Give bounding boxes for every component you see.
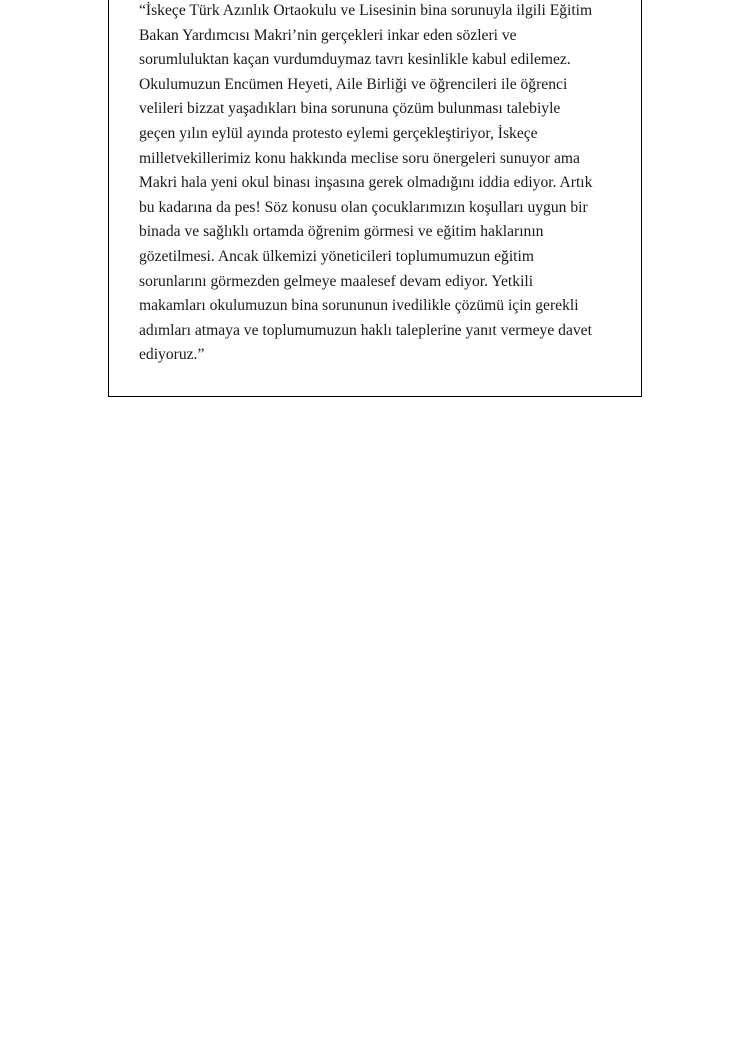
quote-box [108,0,642,397]
quote-line: Bakan Yardımcısı Makri’nin gerçekleri inkar eden sözleri ve [139,26,517,44]
quote-line: Makri hala yeni okul binası inşasına gerek olmadığını iddia ediyor. Artık [139,174,593,192]
quote-line: geçen yılın eylül ayında protesto eylemi gerçekleştiriyor, İskeçe [139,124,538,142]
quote-line: “İskeçe Türk Azınlık Ortaokulu ve Lisesinin bina sorunuyla ilgili Eğitim [139,2,593,19]
quote-line: sorumluluktan kaçan vurdumduymaz tavrı kesinlikle kabul edilemez. [139,51,571,69]
quote-line: velileri bizzat yaşadıkları bina sorununa çözüm bulunması talebiyle [139,100,561,118]
quote-line: gözetilmesi. Ancak ülkemizi yöneticileri toplumumuzun eğitim [139,247,534,265]
quote-line: Okulumuzun Encümen Heyeti, Aile Birliği ve öğrencileri ile öğrenci [139,75,568,93]
quote-line: milletvekillerimiz konu hakkında meclise soru önergeleri sunuyor ama [139,149,580,167]
quote-line: makamları okulumuzun bina sorununun ivedilikle çözümü için gerekli [139,297,579,315]
quote-line: bu kadarına da pes! Söz konusu olan çocuklarımızın koşulları uygun bir [139,198,588,216]
quote-text [139,0,621,368]
quote-line: sorunlarını görmezden gelmeye maalesef devam ediyor. Yetkili [139,272,534,290]
quote-line: binada ve sağlıklı ortamda öğrenim görmesi ve eğitim haklarının [139,223,544,241]
quote-line: adımları atmaya ve toplumumuzun haklı taleplerine yanıt vermeye davet [139,321,592,339]
quote-line: ediyoruz.” [139,346,205,364]
